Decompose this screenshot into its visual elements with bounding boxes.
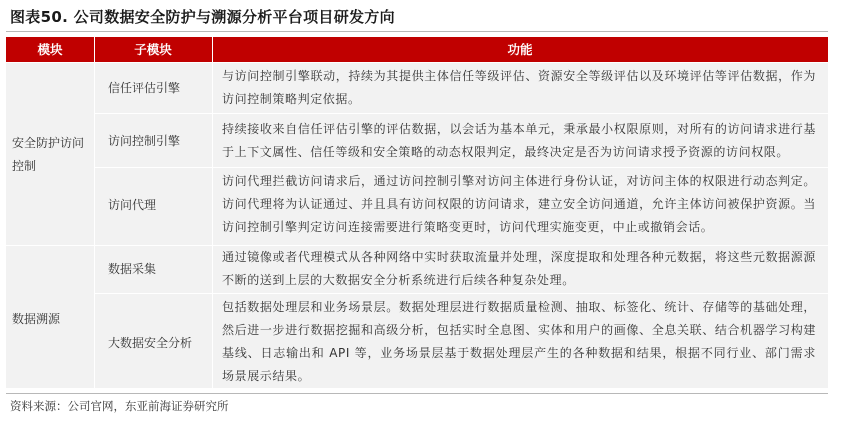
bottom-divider: [6, 393, 828, 394]
submodule-cell: 数据采集: [108, 262, 157, 276]
row-separator: [95, 167, 828, 168]
function-cell: 持续接收来自信任评估引擎的评估数据，以会话为基本单元，秉承最小权限原则，对所有的访问请求进行基于上下文属性、信任等级和安全策略的动态权限判定，最终决定是否为访问请求授予资源的访问权限。: [222, 122, 816, 159]
function-cell: 包括数据处理层和业务场景层。数据处理层进行数据质量检测、抽取、标签化、统计、存储等的基础处理，然后进一步进行数据挖掘和高级分析，包括实时全息图、实体和用户的画像、全息关联、结合机器学习构建基线、日志输出和 API 等，业务场景层基于数据处理层产生的各种数据和结果，根据不同行业、部门需求场景展示结果。: [222, 300, 816, 383]
source-note: 资料来源：公司官网，东亚前海证券研究所: [10, 399, 229, 413]
row-separator: [95, 293, 828, 294]
title-divider: [6, 31, 828, 32]
header-separator: [212, 37, 213, 62]
column-separator: [212, 63, 213, 388]
function-cell: 访问代理拦截访问请求后，通过访问控制引擎对访问主体进行身份认证，对访问主体的权限进行动态判定。访问代理将为认证通过、并且具有访问权限的访问请求，建立安全访问通道，允许主体访问被保护资源。当访问控制引擎判定访问连接需要进行策略变更时，访问代理实施变更，中止或撤销会话。: [222, 174, 816, 234]
header-submodule: 子模块: [134, 42, 172, 57]
function-cell: 与访问控制引擎联动，持续为其提供主体信任等级评估、资源安全等级评估以及环境评估等评估数据，作为访问控制策略判定依据。: [222, 69, 816, 106]
row-separator: [95, 113, 828, 114]
header-separator: [94, 37, 95, 62]
submodule-cell: 信任评估引擎: [108, 81, 181, 95]
figure-title: 图表50. 公司数据安全防护与溯源分析平台项目研发方向: [10, 8, 395, 26]
module-cell-trace: 数据溯源: [12, 312, 61, 326]
function-cell: 通过镜像或者代理模式从各种网络中实时获取流量并处理，深度提取和处理各种元数据，将这些元数据源源不断的送到上层的大数据安全分析系统进行后续各种复杂处理。: [222, 250, 816, 287]
header-module: 模块: [37, 42, 63, 57]
column-separator: [94, 63, 95, 388]
table-header: [6, 37, 828, 62]
module-cell-security: 安全防护访问控制: [12, 136, 85, 173]
submodule-cell: 访问代理: [108, 198, 157, 212]
submodule-cell: 大数据安全分析: [108, 336, 193, 350]
submodule-cell: 访问控制引擎: [108, 134, 181, 148]
header-function: 功能: [507, 42, 533, 57]
